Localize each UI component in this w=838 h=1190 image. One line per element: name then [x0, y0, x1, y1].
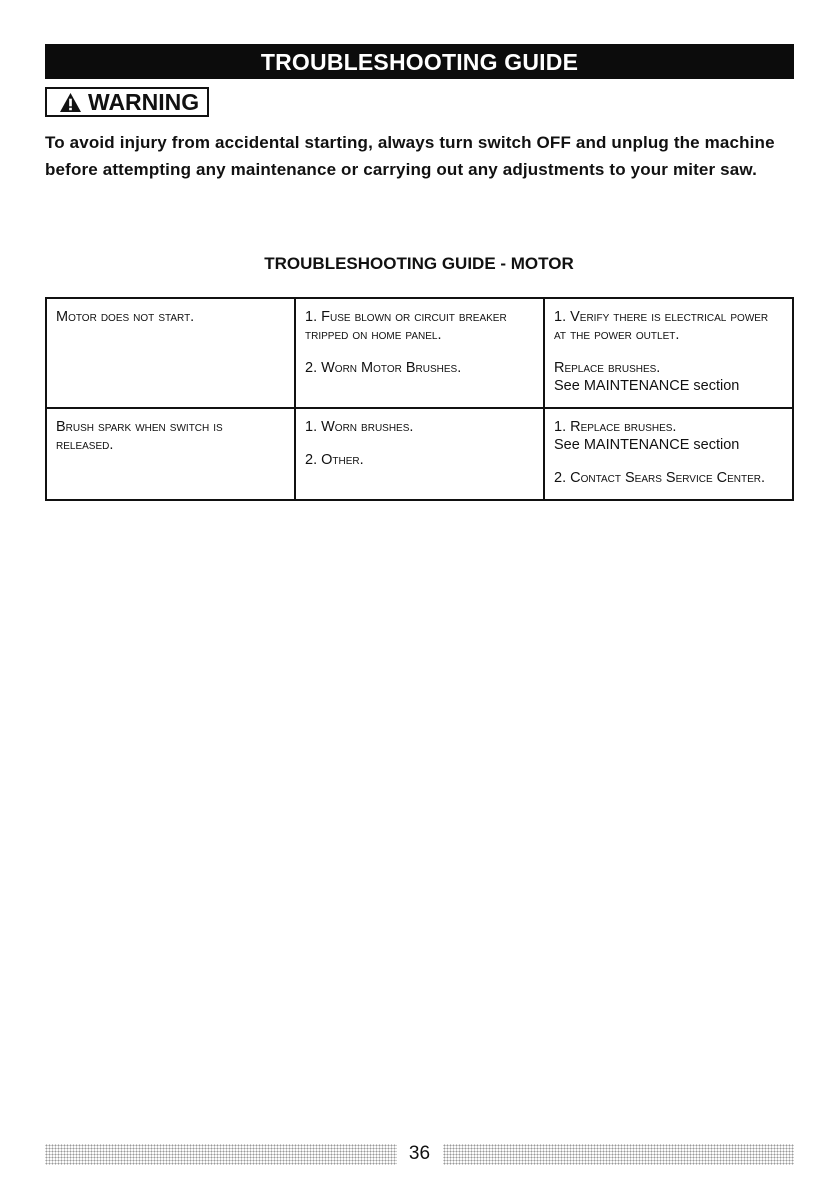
warning-label-box	[45, 87, 209, 117]
cause-cell	[295, 298, 544, 408]
footer-pattern-right	[443, 1144, 795, 1165]
section-title: TROUBLESHOOTING GUIDE - MOTOR	[264, 254, 574, 273]
cause-text: 2. Other.	[305, 452, 364, 468]
problem-cell	[46, 408, 295, 500]
remedy-text: 2. Contact Sears Service Center.	[554, 470, 766, 486]
problem-text: Motor does not start.	[56, 309, 195, 325]
remedy-note: See MAINTENANCE section	[554, 437, 740, 453]
cause-cell	[295, 408, 544, 500]
warning-text: To avoid injury from accidental starting, always turn switch OFF and unplug the machine before attempting any maintenance or carrying out any adjustments to your miter saw.	[45, 133, 775, 179]
page-number: 36	[408, 1143, 431, 1164]
cause-text: 1. Worn brushes.	[305, 419, 414, 435]
page-header: TROUBLESHOOTING GUIDE	[45, 44, 794, 79]
warning-triangle-icon	[59, 92, 82, 113]
problem-cell	[46, 298, 295, 408]
troubleshooting-table	[45, 297, 794, 501]
cause-text: 2. Worn Motor Brushes.	[305, 360, 462, 376]
table-row	[46, 408, 793, 500]
problem-text: Brush spark when switch is released.	[56, 419, 223, 453]
remedy-text: 1. Verify there is electrical power at the power outlet.	[554, 309, 769, 343]
cause-text: 1. Fuse blown or circuit breaker tripped on home panel.	[305, 309, 507, 343]
remedy-note: See MAINTENANCE section	[554, 378, 740, 394]
table-row	[46, 298, 793, 408]
remedy-text: Replace brushes.	[554, 360, 661, 376]
remedy-cell	[544, 408, 793, 500]
page-footer	[45, 1143, 794, 1165]
warning-label: WARNING	[88, 88, 200, 115]
remedy-text: 1. Replace brushes.	[554, 419, 677, 435]
footer-pattern-left	[45, 1144, 397, 1165]
remedy-cell	[544, 298, 793, 408]
